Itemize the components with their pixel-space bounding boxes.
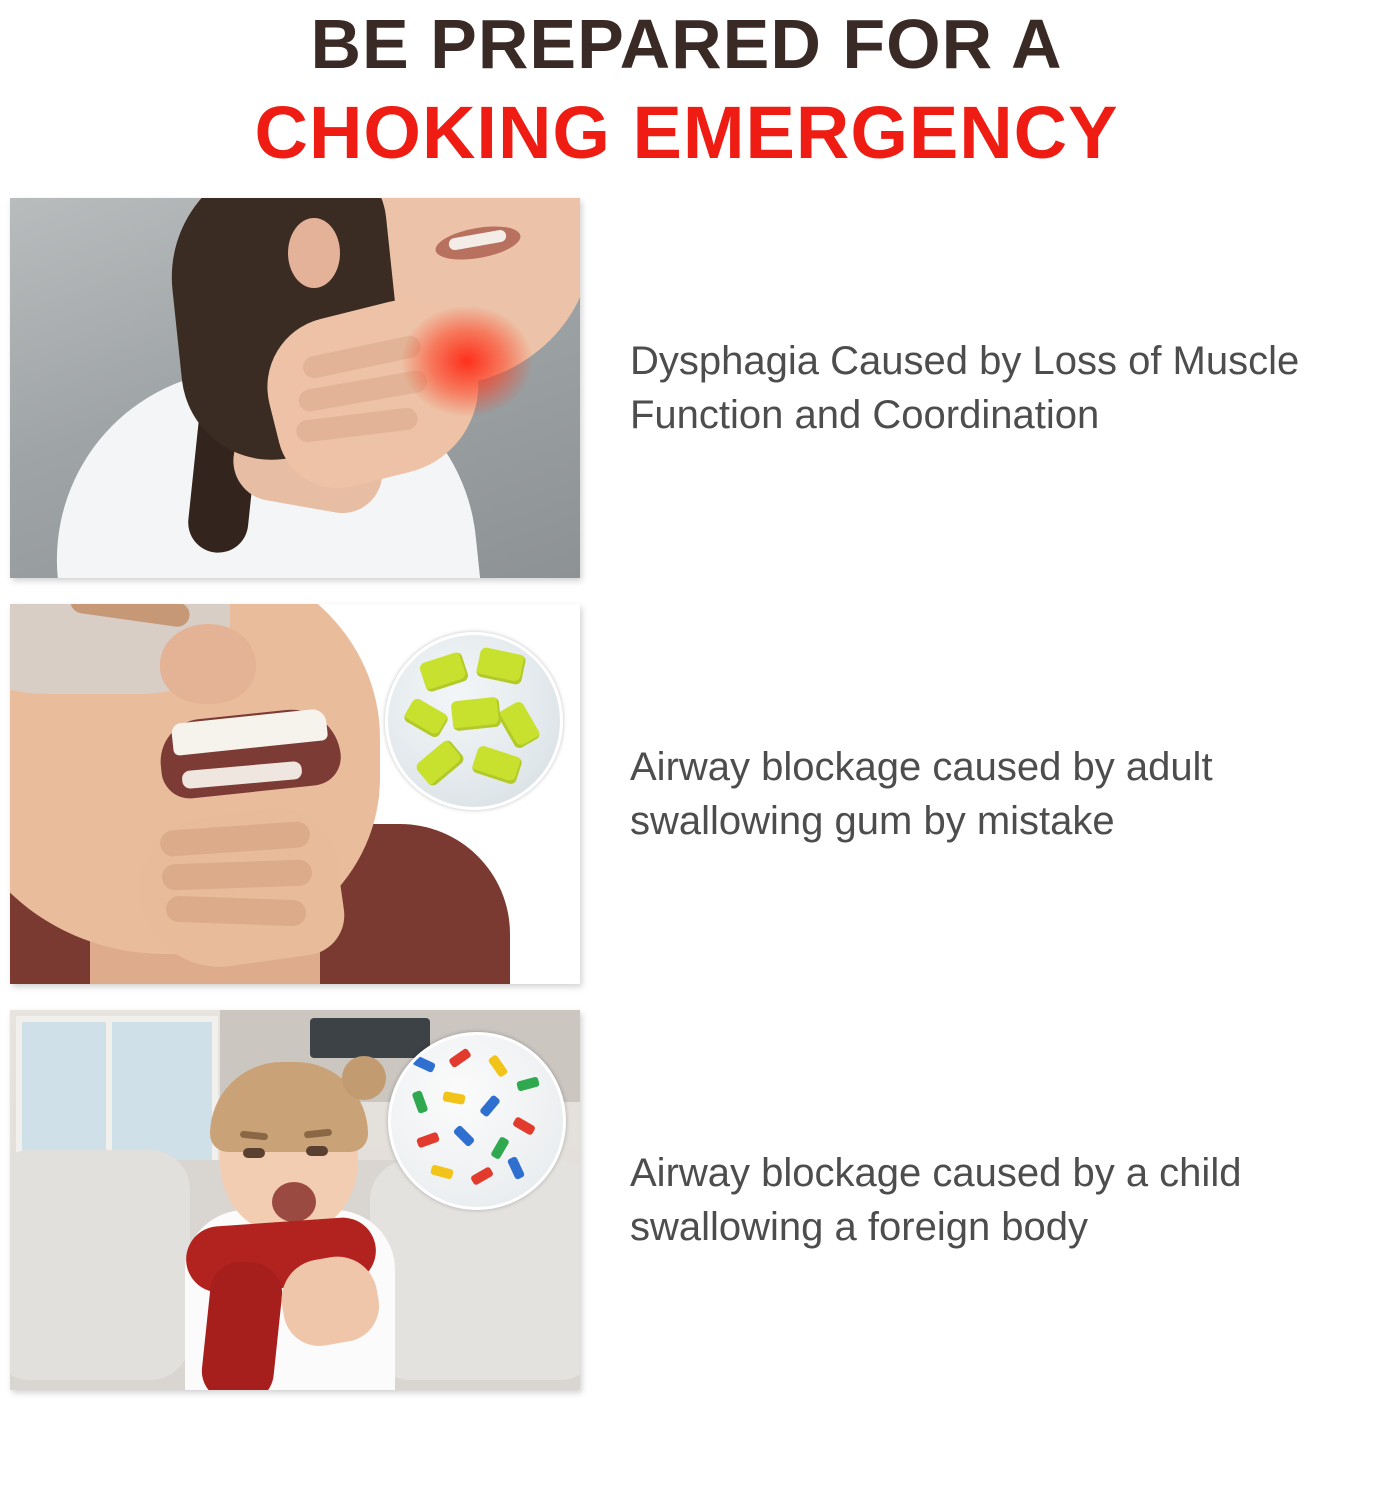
feature-row-3 [0,1010,1373,1390]
feature-caption-1: Dysphagia Caused by Loss of Muscle Function and Coordination [630,339,1300,437]
eye-right-shape [306,1146,328,1156]
chewing-gum-inset-circle [385,632,563,810]
gum-piece [414,738,466,788]
gum-piece [496,700,541,750]
window-bar-shape [106,1016,112,1166]
gum-piece [418,651,469,693]
feature-row-2 [0,604,1373,984]
bead-piece [448,1048,472,1069]
gum-piece [451,697,502,732]
bead-piece [516,1076,540,1091]
bead-piece [507,1156,525,1180]
red-scarf-tail-shape [199,1259,285,1390]
finger-shape [166,896,307,927]
bead-piece [490,1136,510,1160]
eye-left-shape [243,1148,265,1158]
gum-piece [475,647,526,686]
bead-piece [412,1090,429,1114]
headline-block [0,0,1373,176]
bead-piece [453,1125,476,1148]
woman-holding-sore-throat-photo [10,198,580,578]
feature-row-1 [0,198,1373,578]
feature-caption-3: Airway blockage caused by a child swallowing a foreign body [630,1151,1242,1249]
feature-rows [0,198,1373,1390]
headline-line-1: BE PREPARED FOR A [310,5,1063,83]
throat-pain-glow [402,306,532,416]
feature-caption-2: Airway blockage caused by adult swallowing gum by mistake [630,745,1213,843]
bead-piece [488,1054,509,1078]
gum-piece [402,697,450,740]
ear-shape [288,218,340,288]
finger-shape [162,859,313,890]
bead-piece [442,1091,465,1105]
open-mouth-shape [272,1182,316,1222]
bead-piece [416,1132,440,1149]
sofa-cushion-left [10,1150,190,1380]
plastic-beads-inset-circle [388,1032,566,1210]
headline-line-2: CHOKING EMERGENCY [254,91,1119,174]
bead-piece [470,1166,494,1186]
tv-shape [310,1018,430,1058]
gum-piece [471,745,523,786]
bead-piece [512,1116,536,1136]
bead-piece [412,1055,436,1073]
child-hair-bun-shape [342,1056,386,1100]
bead-piece [430,1164,454,1179]
bead-piece [479,1094,501,1117]
man-choking-with-chewing-gum-inset-photo [10,604,580,984]
child-choking-with-plastic-beads-inset-photo [10,1010,580,1390]
nose-shape [160,624,256,704]
